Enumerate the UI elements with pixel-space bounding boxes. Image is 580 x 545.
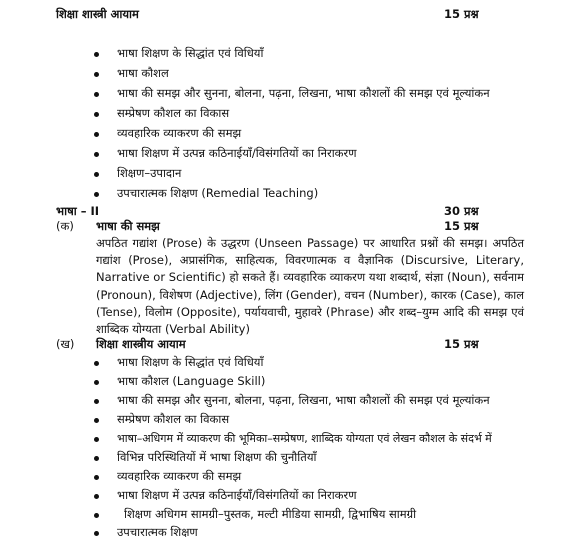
list-item <box>0 106 580 126</box>
bullet-icon <box>94 399 99 404</box>
subsection-marks: 15 प्रश्न <box>444 337 479 351</box>
list-item-text: सम्प्रेषण कौशल का विकास <box>117 412 230 426</box>
list-item-text: व्यवहारिक व्याकरण की समझ <box>117 469 242 483</box>
list-item-text: शिक्षण अधिगम सामग्री–पुस्तक, मल्टी मीडिया सामग्री, द्विभाषिय सामग्री <box>124 507 417 521</box>
list-item <box>0 166 580 186</box>
list-item <box>0 374 580 394</box>
list-item <box>0 393 580 413</box>
list-item-text: सम्प्रेषण कौशल का विकास <box>117 106 230 120</box>
bullet-icon <box>94 92 99 97</box>
bullet-icon <box>94 475 99 480</box>
list-item <box>0 525 580 545</box>
bullet-icon <box>94 456 99 461</box>
list-item-text: भाषा कौशल <box>117 66 169 80</box>
bullet-icon <box>94 132 99 137</box>
list-item-text: व्यवहारिक व्याकरण की समझ <box>117 126 242 140</box>
bullet-icon <box>94 192 99 197</box>
subsection-title: भाषा की समझ <box>96 219 160 233</box>
bullet-icon <box>94 437 99 442</box>
list-item <box>0 126 580 146</box>
section-title: शिक्षा शास्त्री आयाम <box>56 7 139 21</box>
list-item <box>0 507 580 527</box>
subsection-mark: (क) <box>56 219 74 233</box>
bullet-icon <box>94 361 99 366</box>
list-item-text: भाषा–अधिगम में व्याकरण की भूमिका–सम्प्रेषण, शाब्दिक योग्यता एवं लेखन कौशल के संदर्भ में <box>117 432 492 445</box>
list-item-text: भाषा की समझ और सुनना, बोलना, पढ़ना, लिखना, भाषा कौशलों की समझ एवं मूल्यांकन <box>117 86 490 100</box>
subsection-marks: 15 प्रश्न <box>444 219 479 233</box>
subsection-title: शिक्षा शास्त्रीय आयाम <box>96 337 186 351</box>
part-marks: 30 प्रश्न <box>444 204 479 218</box>
list-item-text: उपचारात्मक शिक्षण <box>117 525 198 539</box>
part-title: भाषा – II <box>56 204 100 218</box>
list-item-text: भाषा शिक्षण के सिद्धांत एवं विधियाँ <box>117 355 264 369</box>
list-item <box>0 450 580 470</box>
list-item-text: शिक्षण–उपादान <box>117 166 182 180</box>
list-item <box>0 186 580 206</box>
list-item <box>0 355 580 375</box>
list-item-text: उपचारात्मक शिक्षण (Remedial Teaching) <box>117 186 319 200</box>
list-item-text: भाषा शिक्षण में उत्पन्न कठिनाईयाँ/विसंगतियों का निराकरण <box>117 488 357 502</box>
section-heading-row <box>0 7 580 27</box>
bullet-icon <box>94 52 99 57</box>
list-item-text: भाषा कौशल (Language Skill) <box>117 374 266 388</box>
subsection-mark: (ख) <box>56 337 75 351</box>
list-item-text: विभिन्न परिस्थितियों में भाषा शिक्षण की चुनौतियाँ <box>117 450 317 464</box>
bullet-icon <box>94 380 99 385</box>
bullet-icon <box>94 152 99 157</box>
subsection-paragraph: अपठित गद्यांश (Prose) के उद्धरण (Unseen Passage) पर आधारित प्रश्नों की समझ। अपठित गद्यांश (Prose), अप्रासंगिक, साहित्यक, विवरणात्मक व वैज्ञानिक (Discursive, Literary, Narrative or Scientific) हो सकते हैं। व्यवहारिक व्याकरण यथा शब्दार्थ, संज्ञा (Noun), सर्वनाम (Pronoun), विशेषण (Adjective), लिंग (Gender), वचन (Number), कारक (Case), काल (Tense), विलोम (Opposite), पर्यायवाची, मुहावरे (Phrase) और शब्द–युग्म आदि की समझ एवं शाब्दिक योग्यता (Verbal Ability) <box>96 236 524 337</box>
bullet-icon <box>94 112 99 117</box>
list-item <box>0 66 580 86</box>
bullet-icon <box>94 513 99 518</box>
subsection-heading-row <box>0 337 580 357</box>
list-item <box>0 431 580 451</box>
list-item-text: भाषा की समझ और सुनना, बोलना, पढ़ना, लिखना, भाषा कौशलों की समझ एवं मूल्यांकन <box>117 393 490 407</box>
list-item <box>0 412 580 432</box>
list-item <box>0 469 580 489</box>
bullet-icon <box>94 72 99 77</box>
bullet-icon <box>94 172 99 177</box>
bullet-icon <box>94 531 99 536</box>
bullet-icon <box>94 418 99 423</box>
list-item-text: भाषा शिक्षण के सिद्धांत एवं विधियाँ <box>117 46 264 60</box>
section-marks: 15 प्रश्न <box>444 7 479 21</box>
list-item <box>0 488 580 508</box>
list-item <box>0 86 580 106</box>
list-item-text: भाषा शिक्षण में उत्पन्न कठिनाईयाँ/विसंगतियों का निराकरण <box>117 146 357 160</box>
bullet-icon <box>94 494 99 499</box>
list-item <box>0 146 580 166</box>
list-item <box>0 46 580 66</box>
